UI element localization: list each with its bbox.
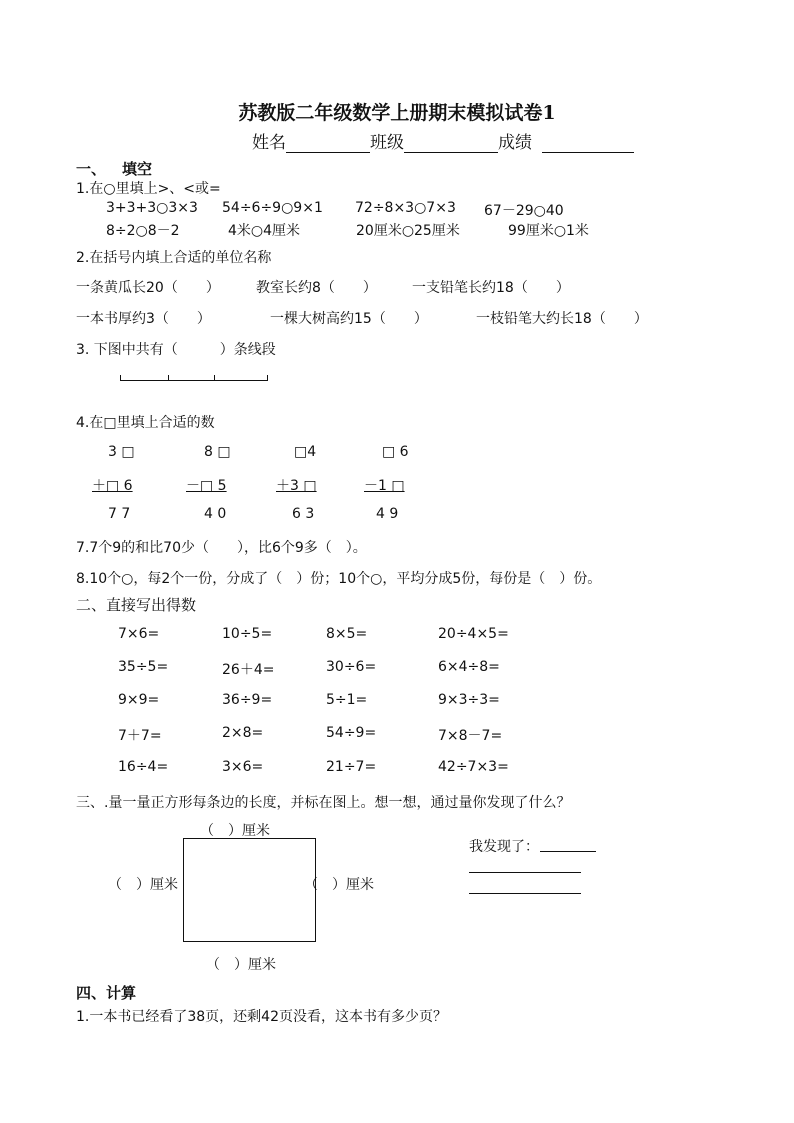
math-item: 8×5= bbox=[326, 626, 368, 642]
class-label: 班级 bbox=[370, 133, 404, 153]
section3-heading: 三、.量一量正方形每条边的长度，并标在图上。想一想，通过量你发现了什么？ bbox=[76, 795, 571, 811]
answer-line bbox=[540, 851, 596, 852]
math-item: 5÷1= bbox=[326, 692, 368, 708]
math-item: 54÷9= bbox=[326, 725, 377, 741]
q2-item: 一枝铅笔大约长18（ ） bbox=[476, 311, 648, 327]
math-item: 7＋7= bbox=[118, 728, 162, 744]
q4-bot: 6 3 bbox=[292, 506, 315, 522]
math-item: 20÷4×5= bbox=[438, 626, 509, 642]
name-label: 姓名 bbox=[252, 133, 286, 153]
math-item: 2×8= bbox=[222, 725, 264, 741]
s4-q1-text: 1.一本书已经看了38页，还剩42页没看，这本书有多少页？ bbox=[76, 1009, 447, 1025]
math-item: 6×4÷8= bbox=[438, 659, 500, 675]
math-item: 9×3÷3= bbox=[438, 692, 500, 708]
q1-row2-item: 99厘米○1米 bbox=[508, 223, 589, 239]
math-item: 36÷9= bbox=[222, 692, 273, 708]
q4-mid: ＋□ 6 bbox=[92, 478, 133, 494]
q4-bot: 7 7 bbox=[108, 506, 131, 522]
square-top-label: （ ）厘米 bbox=[200, 823, 270, 839]
square-bottom-label: （ ）厘米 bbox=[206, 957, 276, 973]
q1-row2-item: 4米○4厘米 bbox=[228, 223, 301, 239]
q1-row1-item: 72÷8×3○7×3 bbox=[355, 200, 456, 216]
name-blank bbox=[286, 134, 370, 153]
math-item: 42÷7×3= bbox=[438, 759, 509, 775]
math-item: 26＋4= bbox=[222, 662, 275, 678]
section1-number: 一、 bbox=[76, 160, 107, 178]
q2-item: 一棵大树高约15（ ） bbox=[270, 311, 428, 327]
math-item: 10÷5= bbox=[222, 626, 273, 642]
q4-top: □4 bbox=[294, 444, 317, 460]
score-label: 成绩 bbox=[498, 133, 532, 153]
math-item: 3×6= bbox=[222, 759, 264, 775]
q7-text: 7.7个9的和比70少（ ），比6个9多（ ）。 bbox=[76, 540, 367, 556]
math-item: 7×8－7= bbox=[438, 728, 503, 744]
q2-text: 2.在括号内填上合适的单位名称 bbox=[76, 250, 272, 266]
math-item: 30÷6= bbox=[326, 659, 377, 675]
section4-heading: 四、计算 bbox=[76, 984, 137, 1002]
math-item: 21÷7= bbox=[326, 759, 377, 775]
class-blank bbox=[404, 134, 498, 153]
score-blank bbox=[542, 134, 634, 153]
q4-top: □ 6 bbox=[382, 444, 409, 460]
answer-line bbox=[469, 872, 581, 873]
student-info bbox=[252, 128, 634, 153]
q2-item: 一条黄瓜长20（ ） bbox=[76, 280, 220, 296]
math-item: 9×9= bbox=[118, 692, 160, 708]
section1-heading: 填空 bbox=[122, 160, 153, 178]
square-right-label: （ ）厘米 bbox=[304, 877, 374, 893]
q1-row1-item: 67－29○40 bbox=[484, 203, 564, 219]
q1-row1-item: 3+3+3○3×3 bbox=[106, 200, 198, 216]
q8-text: 8.10个○，每2个一份，分成了（ ）份；10个○，平均分成5份，每份是（ ）份。 bbox=[76, 571, 602, 587]
q3-text: 3. 下图中共有（ ）条线段 bbox=[76, 342, 276, 358]
q1-row1-item: 54÷6÷9○9×1 bbox=[222, 200, 323, 216]
found-label: 我发现了： bbox=[469, 839, 539, 855]
q1-row2-item: 8÷2○8－2 bbox=[106, 223, 180, 239]
page-title: 苏教版二年级数学上册期末模拟试卷1 bbox=[238, 102, 556, 124]
square-figure bbox=[183, 838, 316, 942]
q1-text: 1.在○里填上>、<或= bbox=[76, 181, 221, 197]
math-item: 7×6= bbox=[118, 626, 160, 642]
q4-top: 3 □ bbox=[108, 444, 135, 460]
q2-item: 一本书厚约3（ ） bbox=[76, 311, 211, 327]
q4-bot: 4 0 bbox=[204, 506, 227, 522]
q4-top: 8 □ bbox=[204, 444, 231, 460]
answer-line bbox=[469, 893, 581, 894]
q2-item: 教室长约8（ ） bbox=[256, 280, 377, 296]
q4-mid: －1 □ bbox=[364, 478, 405, 494]
q4-text: 4.在□里填上合适的数 bbox=[76, 415, 215, 431]
q2-item: 一支铅笔长约18（ ） bbox=[412, 280, 570, 296]
q4-mid: －□ 5 bbox=[186, 478, 227, 494]
q1-row2-item: 20厘米○25厘米 bbox=[356, 223, 460, 239]
section2-heading: 二、直接写出得数 bbox=[76, 596, 197, 614]
math-item: 16÷4= bbox=[118, 759, 169, 775]
q4-bot: 4 9 bbox=[376, 506, 399, 522]
math-item: 35÷5= bbox=[118, 659, 169, 675]
q4-mid: ＋3 □ bbox=[276, 478, 317, 494]
square-left-label: （ ）厘米 bbox=[108, 877, 178, 893]
